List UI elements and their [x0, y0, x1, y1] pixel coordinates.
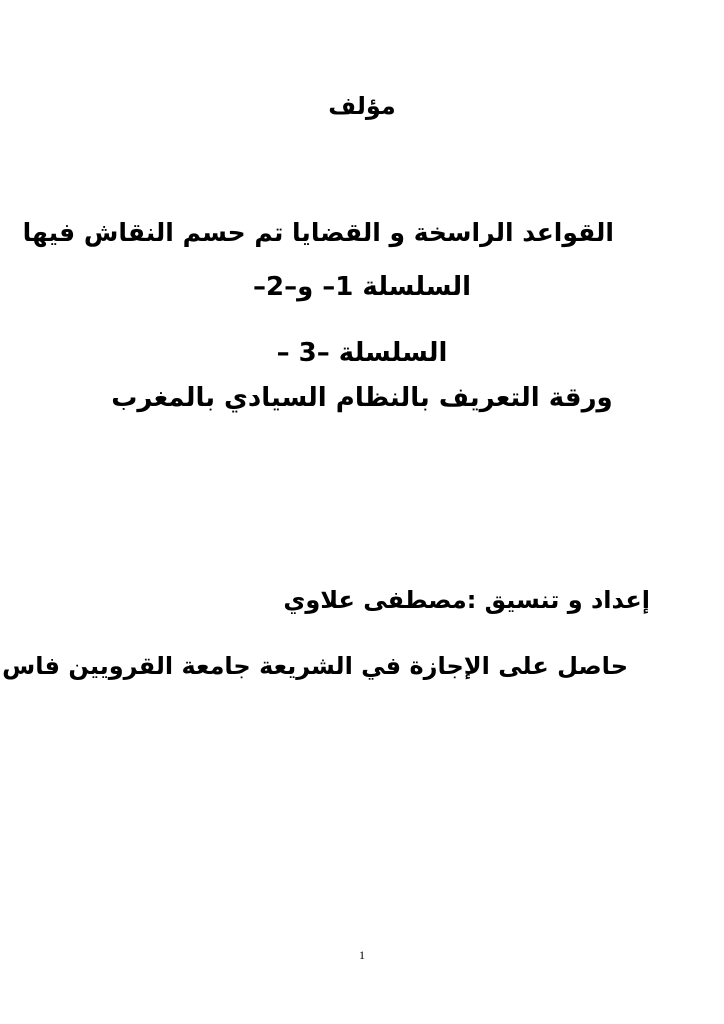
prepared-by-line: إعداد و تنسيق :مصطفى علاوي	[283, 586, 650, 614]
author-label: مؤلف	[328, 92, 396, 120]
page-number: 1	[359, 948, 365, 962]
degree-line: حاصل على الإجازة في الشريعة جامعة القرويين فاس	[2, 652, 628, 680]
title-line-1: القواعد الراسخة و القضايا تم حسم النقاش فيها	[22, 218, 614, 247]
title-line-3: السلسلة –3 –	[276, 338, 448, 368]
title-line-2: السلسلة 1– و–2–	[252, 272, 472, 302]
title-line-4: ورقة التعريف بالنظام السيادي بالمغرب	[111, 383, 613, 413]
